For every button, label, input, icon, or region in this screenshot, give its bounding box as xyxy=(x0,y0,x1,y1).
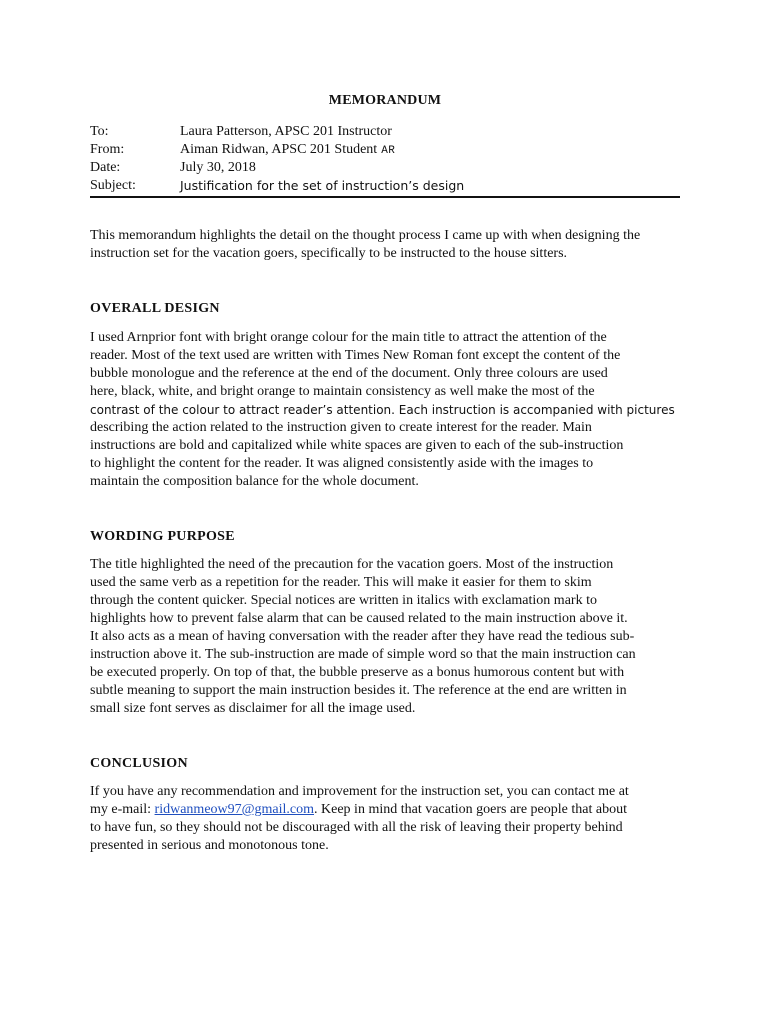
email-link[interactable]: ridwanmeow97@gmail.com xyxy=(154,802,315,817)
overall-design-line: to highlight the content for the reader. It was aligned consistently aside with the images to xyxy=(90,456,594,471)
wording-purpose-heading: WORDING PURPOSE xyxy=(90,529,235,544)
subject-label: Subject: xyxy=(90,178,136,193)
overall-design-line: maintain the composition balance for the whole document. xyxy=(90,474,419,489)
overall-design-paragraph xyxy=(90,329,680,491)
date-label: Date: xyxy=(90,160,121,175)
conclusion-line: presented in serious and monotonous tone. xyxy=(90,838,329,853)
wording-purpose-line: subtle meaning to support the main instruction besides it. The reference at the end are written in xyxy=(90,683,627,698)
from-value-wrap xyxy=(180,141,680,159)
wording-purpose-line: instruction above it. The sub-instruction are made of simple word so that the main instruction can xyxy=(90,647,636,662)
overall-design-line: instructions are bold and capitalized while white spaces are given to each of the sub-instruction xyxy=(90,438,624,453)
wording-purpose-line: highlights how to prevent false alarm that can be caused related to the main instruction above it. xyxy=(90,611,628,626)
conclusion-line xyxy=(90,801,680,819)
from-initials: AR xyxy=(381,145,396,157)
wording-purpose-line: small size font serves as disclaimer for all the image used. xyxy=(90,701,416,716)
overall-design-line: I used Arnprior font with bright orange colour for the main title to attract the attention of the xyxy=(90,330,607,345)
subject-value: Justification for the set of instruction’s design xyxy=(180,178,465,193)
overall-design-line: here, black, white, and bright orange to maintain consistency as well make the most of the xyxy=(90,384,595,399)
email-suffix: . Keep in mind that vacation goers are people that about xyxy=(314,802,627,817)
from-label: From: xyxy=(90,142,125,157)
to-row xyxy=(90,123,680,141)
from-row xyxy=(90,141,680,159)
email-prefix: my e-mail: xyxy=(90,802,155,817)
wording-purpose-line: The title highlighted the need of the precaution for the vacation goers. Most of the instruction xyxy=(90,557,614,572)
overall-design-heading: OVERALL DESIGN xyxy=(90,301,220,316)
subject-row xyxy=(90,177,680,195)
intro-line: This memorandum highlights the detail on the thought process I came up with when designing the xyxy=(90,228,641,243)
intro-line: instruction set for the vacation goers, specifically to be instructed to the house sitters. xyxy=(90,246,568,261)
to-label: To: xyxy=(90,124,109,139)
overall-design-line: contrast of the colour to attract reader’s attention. Each instruction is accompanied with pictures xyxy=(90,403,675,417)
conclusion-heading: CONCLUSION xyxy=(90,756,188,771)
conclusion-paragraph xyxy=(90,783,680,855)
from-value: Aiman Ridwan, APSC 201 Student xyxy=(180,142,378,157)
intro-paragraph xyxy=(90,227,680,263)
overall-design-line: bubble monologue and the reference at the end of the document. Only three colours are used xyxy=(90,366,608,381)
memo-page xyxy=(90,0,680,1024)
wording-purpose-line: used the same verb as a repetition for the reader. This will make it easier for them to skim xyxy=(90,575,592,590)
overall-design-line: reader. Most of the text used are written with Times New Roman font except the content of the xyxy=(90,348,621,363)
conclusion-line: to have fun, so they should not be discouraged with all the risk of leaving their property behind xyxy=(90,820,623,835)
wording-purpose-line: be executed properly. On top of that, the bubble preserve as a bonus humorous content but with xyxy=(90,665,625,680)
wording-purpose-line: through the content quicker. Special notices are written in italics with exclamation mark to xyxy=(90,593,597,608)
overall-design-line: describing the action related to the instruction given to create interest for the reader. Main xyxy=(90,420,592,435)
memo-title: MEMORANDUM xyxy=(328,93,442,108)
wording-purpose-paragraph xyxy=(90,556,680,718)
wording-purpose-line: It also acts as a mean of having conversation with the reader after they have read the tedious sub- xyxy=(90,629,635,644)
conclusion-line: If you have any recommendation and improvement for the instruction set, you can contact me at xyxy=(90,784,629,799)
to-value: Laura Patterson, APSC 201 Instructor xyxy=(180,124,392,139)
date-value: July 30, 2018 xyxy=(180,160,256,175)
date-row xyxy=(90,159,680,177)
memo-header xyxy=(90,123,680,195)
header-divider xyxy=(90,196,680,198)
